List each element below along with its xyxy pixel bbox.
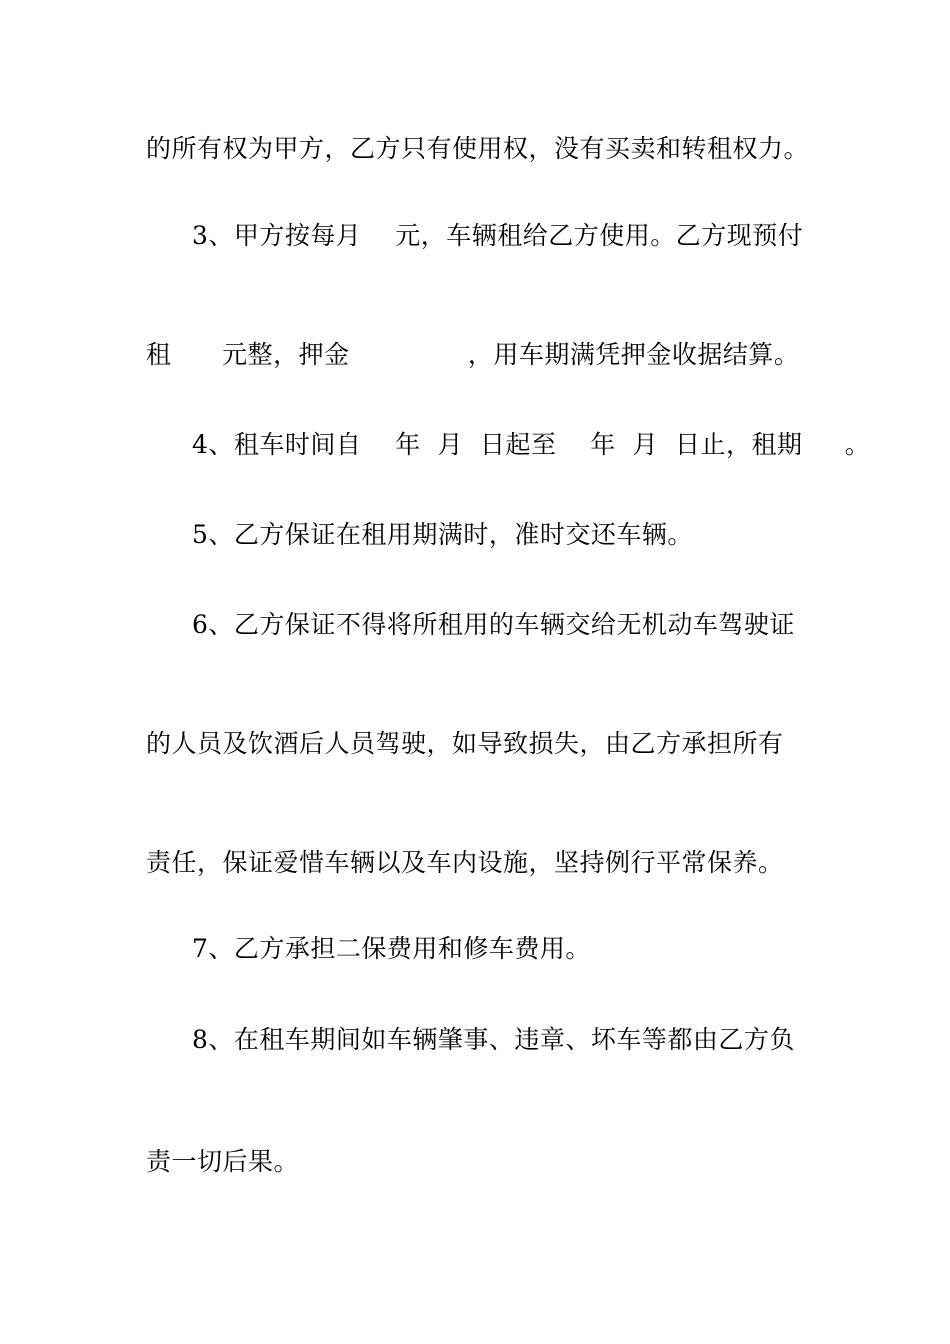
text-line: 的所有权为甲方，乙方只有使用权，没有买卖和转租权力。 bbox=[146, 134, 810, 163]
clause-7-line: 7、乙方承担二保费用和修车费用。 bbox=[192, 934, 591, 963]
clause-6-line: 6、乙方保证不得将所租用的车辆交给无机动车驾驶证 bbox=[192, 610, 795, 639]
text-line: 责一切后果。 bbox=[146, 1147, 300, 1176]
clause-3-line: 3、甲方按每月 元，车辆租给乙方使用。乙方现预付 bbox=[192, 221, 804, 250]
text-line: 的人员及饮酒后人员驾驶，如导致损失，由乙方承担所有 bbox=[146, 729, 784, 758]
text-line: 租 元整，押金 ，用车期满凭押金收据结算。 bbox=[146, 340, 800, 369]
clause-8-line: 8、在租车期间如车辆肇事、违章、坏车等都由乙方负 bbox=[192, 1025, 795, 1054]
text-line: 责任，保证爱惜车辆以及车内设施，坚持例行平常保养。 bbox=[146, 848, 784, 877]
clause-4-line: 4、租车时间自 年 月 日起至 年 月 日止，租期 。 bbox=[192, 430, 871, 459]
clause-5-line: 5、乙方保证在租用期满时，准时交还车辆。 bbox=[192, 520, 693, 549]
